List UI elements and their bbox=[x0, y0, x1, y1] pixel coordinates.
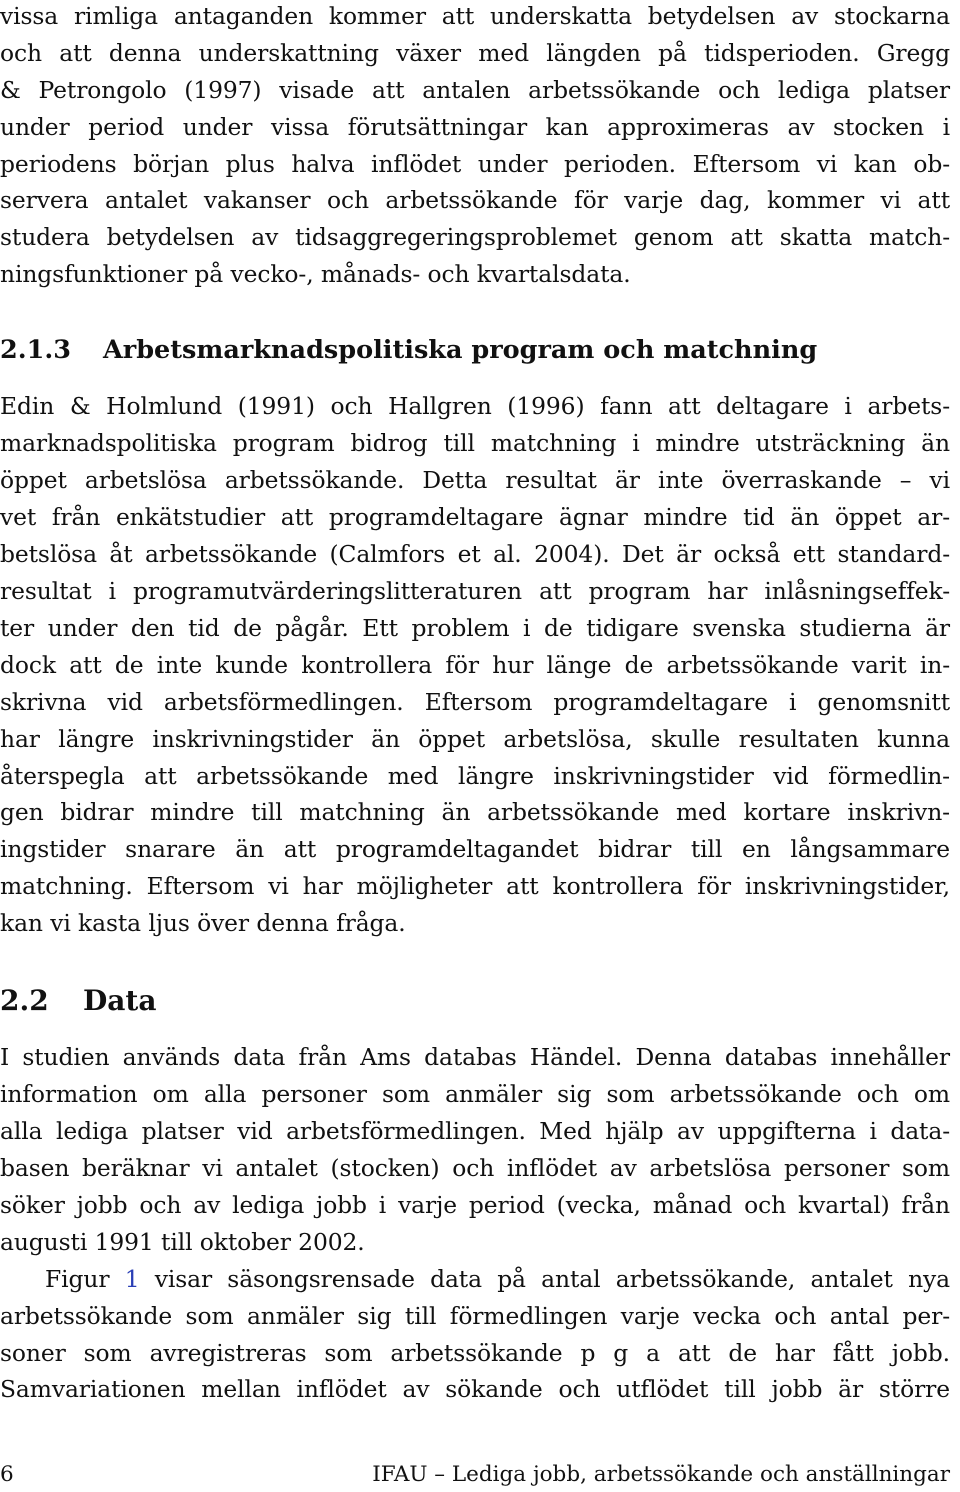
body-text-line: information om alla personer som anmäler sig som arbetssökande och om bbox=[0, 1080, 950, 1108]
body-text-line: matchning. Eftersom vi har möjligheter att kontrollera för inskrivningstider, bbox=[0, 872, 950, 900]
body-text-line: betslösa åt arbetssökande (Calmfors et al. 2004). Det är också ett standard- bbox=[0, 540, 950, 568]
body-text-line: marknadspolitiska program bidrog till matchning i mindre utsträckning än bbox=[0, 429, 950, 457]
body-text-line: ingstider snarare än att programdeltagandet bidrar till en långsammare bbox=[0, 835, 950, 863]
body-text-line: I studien används data från Ams databas Händel. Denna databas innehåller bbox=[0, 1043, 950, 1071]
body-text-line: periodens början plus halva inflödet under perioden. Eftersom vi kan ob- bbox=[0, 150, 950, 178]
body-text-line: augusti 1991 till oktober 2002. bbox=[0, 1228, 365, 1256]
body-text-line: gen bidrar mindre till matchning än arbetssökande med kortare inskrivn- bbox=[0, 798, 950, 826]
body-text-line: och att denna underskattning växer med längden på tidsperioden. Gregg bbox=[0, 39, 950, 67]
figure-reference-link[interactable]: 1 bbox=[124, 1265, 140, 1293]
body-text-line: Edin & Holmlund (1991) och Hallgren (1996) fann att deltagare i arbets- bbox=[0, 392, 950, 420]
body-text-line bbox=[45, 1265, 950, 1293]
body-text-line: under period under vissa förutsättningar kan approximeras av stocken i bbox=[0, 113, 950, 141]
body-text-line: söker jobb och av lediga jobb i varje period (vecka, månad och kvartal) från bbox=[0, 1191, 950, 1219]
figure-prefix: Figur bbox=[45, 1265, 110, 1293]
section-number: 2.1.3 bbox=[0, 335, 71, 365]
body-text-line: återspegla att arbetssökande med längre inskrivningstider vid förmedlin- bbox=[0, 762, 950, 790]
page-number: 6 bbox=[0, 1462, 14, 1487]
body-text-line: Samvariationen mellan inflödet av sökande och utflödet till jobb är större bbox=[0, 1375, 950, 1403]
body-text-line: vet från enkätstudier att programdeltagare ägnar mindre tid än öppet ar- bbox=[0, 503, 950, 531]
body-text-line: ningsfunktioner på vecko-, månads- och kvartalsdata. bbox=[0, 260, 631, 288]
body-text-line: basen beräknar vi antalet (stocken) och inflödet av arbetslösa personer som bbox=[0, 1154, 950, 1182]
body-text-line: soner som avregistreras som arbetssökande p g a att de har fått jobb. bbox=[0, 1339, 950, 1367]
section-heading bbox=[0, 984, 157, 1017]
body-text-line: har längre inskrivningstider än öppet arbetslösa, skulle resultaten kunna bbox=[0, 725, 950, 753]
body-text-line: vissa rimliga antaganden kommer att underskatta betydelsen av stockarna bbox=[0, 2, 950, 30]
body-text-line: servera antalet vakanser och arbetssökande för varje dag, kommer vi att bbox=[0, 186, 950, 214]
body-text-line: & Petrongolo (1997) visade att antalen arbetssökande och lediga platser bbox=[0, 76, 950, 104]
section-heading bbox=[0, 335, 818, 365]
body-text-line: kan vi kasta ljus över denna fråga. bbox=[0, 909, 406, 937]
section-number: 2.2 bbox=[0, 984, 49, 1017]
running-title: IFAU – Lediga jobb, arbetssökande och anställningar bbox=[372, 1462, 950, 1487]
body-text-line: öppet arbetslösa arbetssökande. Detta resultat är inte överraskande – vi bbox=[0, 466, 950, 494]
body-text-line: arbetssökande som anmäler sig till förmedlingen varje vecka och antal per- bbox=[0, 1302, 950, 1330]
body-text-line: skrivna vid arbetsförmedlingen. Eftersom programdeltagare i genomsnitt bbox=[0, 688, 950, 716]
body-text-line: resultat i programutvärderingslitteraturen att program har inlåsningseffek- bbox=[0, 577, 950, 605]
section-title: Data bbox=[83, 984, 157, 1017]
body-text-line: studera betydelsen av tidsaggregeringsproblemet genom att skatta match- bbox=[0, 223, 950, 251]
section-title: Arbetsmarknadspolitiska program och matchning bbox=[103, 335, 818, 365]
body-text-line: ter under den tid de pågår. Ett problem i de tidigare svenska studierna är bbox=[0, 614, 950, 642]
body-text-line: alla lediga platser vid arbetsförmedlingen. Med hjälp av uppgifterna i data- bbox=[0, 1117, 950, 1145]
body-text-line: dock att de inte kunde kontrollera för hur länge de arbetssökande varit in- bbox=[0, 651, 950, 679]
body-text-fragment: visar säsongsrensade data på antal arbetssökande, antalet nya bbox=[154, 1265, 950, 1293]
